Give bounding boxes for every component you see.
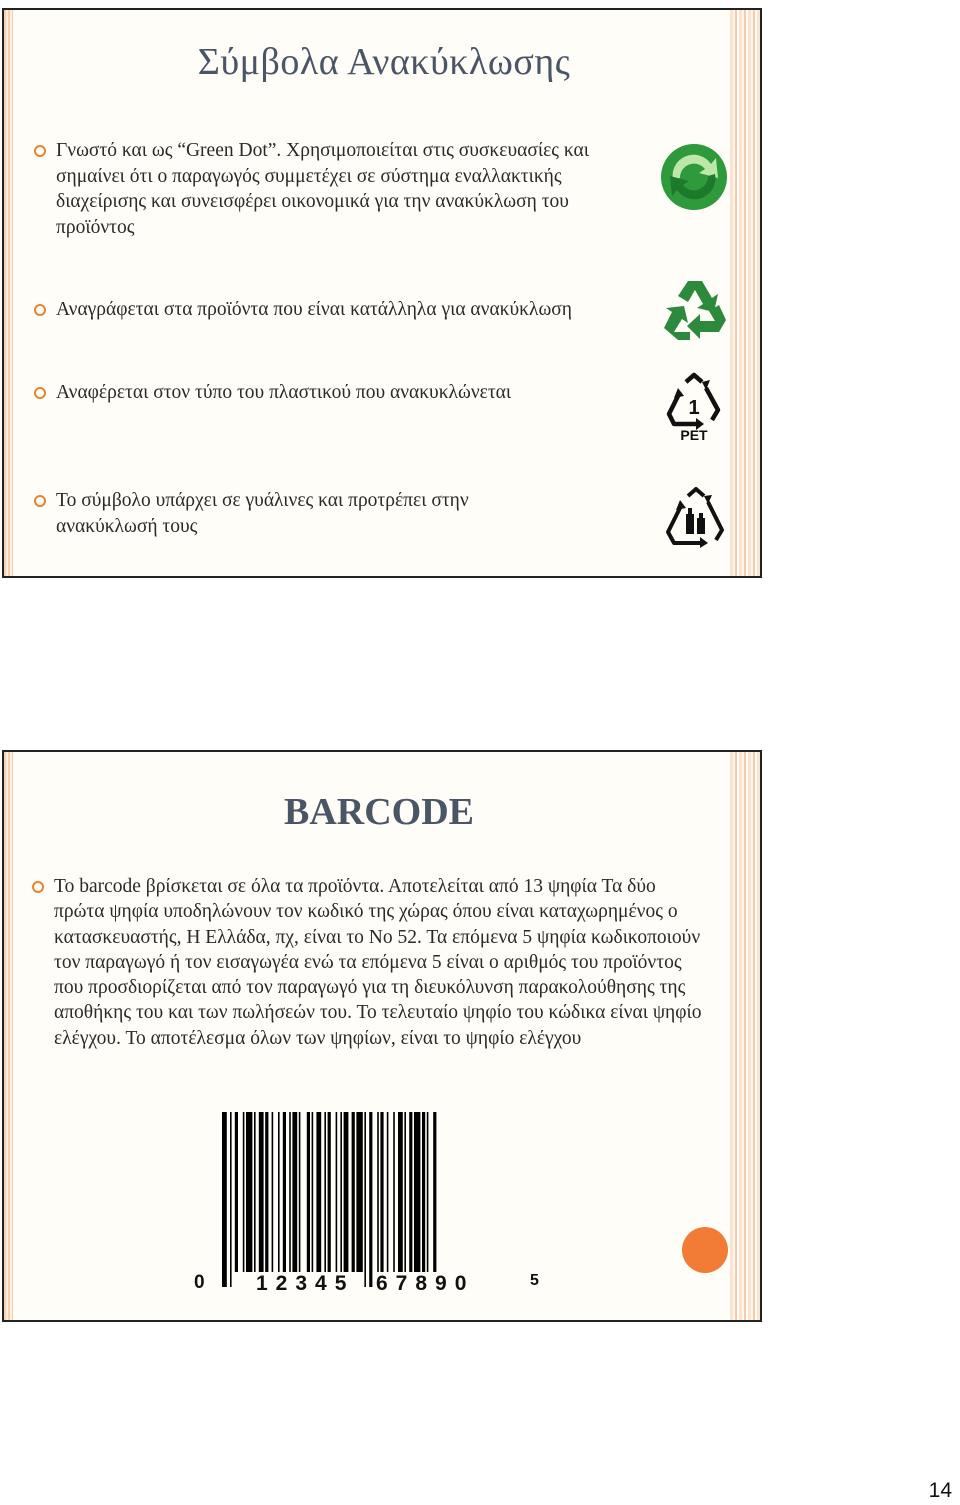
barcode-bar: [254, 1112, 256, 1272]
bullet-text: Αναγράφεται στα προϊόντα που είναι κατάλληλα για ανακύκλωση: [56, 299, 572, 320]
slide-title: BARCODE: [283, 791, 475, 833]
barcode-bar: [265, 1112, 268, 1272]
barcode-bar: [222, 1112, 227, 1287]
barcode-bar: [427, 1112, 429, 1272]
pet-recycle-icon: [664, 372, 724, 444]
barcode-bar: [243, 1112, 245, 1272]
barcode-bar: [283, 1112, 286, 1272]
barcode-bar: [344, 1112, 349, 1272]
barcode-bar: [336, 1112, 338, 1272]
green-dot-icon: [659, 142, 729, 212]
left-stripe-decoration: [4, 10, 13, 576]
bullet-text: Γνωστό και ως “Green Dot”. Χρησιμοποιείται στις συσκευασίες και σημαίνει ότι ο παραγωγός συμμετέχει σε σύστημα εναλλακτικής διαχείρισης και συνεισφέρει οικονομικά για την ανακύκλωση του προϊόντος: [56, 140, 589, 238]
page-number: 14: [928, 1479, 952, 1502]
barcode-bar: [316, 1112, 321, 1272]
barcode-bar: [324, 1112, 326, 1272]
bullet-green-dot: [56, 138, 646, 240]
right-stripe-decoration: [730, 752, 760, 1320]
bullet-marker-icon: [34, 145, 46, 157]
barcode-bar: [230, 1112, 232, 1287]
barcode-bar: [369, 1112, 372, 1287]
barcode-left-digit: 0: [194, 1272, 205, 1293]
pet-number: 1: [688, 397, 700, 419]
barcode-bar: [235, 1112, 238, 1272]
barcode-bar: [278, 1112, 280, 1272]
barcode-bar: [387, 1112, 389, 1272]
glass-recycle-icon: [664, 486, 730, 548]
recycle-arrows-icon: [660, 278, 730, 344]
barcode-right-digit: 5: [530, 1272, 539, 1289]
barcode-bar: [272, 1112, 274, 1272]
barcode-bar: [299, 1112, 301, 1272]
barcode-bar: [364, 1112, 366, 1287]
bullet-text: Αναφέρεται στον τύπο του πλαστικού που ανακυκλώνεται: [56, 382, 512, 403]
barcode-bar: [380, 1112, 383, 1272]
bullet-text: Το σύμβολο υπάρχει σε γυάλινες και προτρέπει στην ανακύκλωσή τους: [56, 490, 469, 537]
bullet-text: Το barcode βρίσκεται σε όλα τα προϊόντα. Αποτελείται από 13 ψηφία Τα δύο πρώτα ψηφία υποδηλώνουν τον κωδικό της χώρας όπου είναι καταχωρημένος ο κατασκευαστής, Η Ελλάδα, πχ, είναι το Νο 52. Τα επόμενα 5 ψηφία κωδικοποιούν τον παραγωγό ή τον εισαγωγέα ενώ τα επόμενα 5 είναι ο αριθμός του προϊόντος που προσδιορίζεται από τον παραγωγό για τη διευκόλυνση παρακολούθησης της αποθήκης του και των πωλήσεών του. Το τελευταίο ψηφίο του κώδικα είναι ψηφίο ελέγχου. Το αποτέλεσμα όλων των ψηφίων, είναι το ψηφίο ελέγχου: [54, 876, 702, 1049]
bullet-barcode-description: [54, 874, 704, 1051]
orange-circle-decoration: [682, 1227, 728, 1273]
barcode-bar: [340, 1112, 342, 1272]
bullet-marker-icon: [34, 495, 46, 507]
barcode-bar: [292, 1112, 297, 1272]
left-stripe-decoration: [4, 752, 13, 1320]
barcode-bar: [414, 1112, 420, 1272]
barcode-bar: [356, 1112, 362, 1272]
barcode-bars: [192, 1112, 552, 1290]
bullet-marker-icon: [34, 387, 46, 399]
bullet-recycle: [56, 297, 656, 323]
barcode-bar: [312, 1112, 314, 1272]
bullet-marker-icon: [32, 881, 44, 893]
barcode-bar: [259, 1112, 264, 1272]
right-stripe-decoration: [730, 10, 760, 576]
barcode-bar: [289, 1112, 291, 1272]
barcode-bar: [377, 1112, 379, 1272]
bullet-marker-icon: [34, 304, 46, 316]
barcode-bar: [393, 1112, 395, 1272]
slide-title: Σύμβολα Ανακύκλωσης: [197, 41, 571, 83]
barcode-group-2: 67890: [376, 1272, 475, 1295]
barcode-bar: [328, 1112, 331, 1272]
barcode-bar: [433, 1112, 436, 1272]
barcode-bar: [404, 1112, 406, 1272]
barcode-bar: [409, 1112, 412, 1272]
pet-label: PET: [680, 427, 708, 443]
barcode-bar: [307, 1112, 310, 1272]
barcode-bar: [352, 1112, 355, 1272]
slide-barcode: [2, 750, 762, 1322]
bullet-plastic-type: [56, 380, 656, 406]
barcode-bar: [398, 1112, 403, 1272]
barcode-bar: [422, 1112, 425, 1272]
bullet-glass: [56, 488, 536, 539]
barcode-image: [192, 1112, 552, 1297]
barcode-bar: [246, 1112, 252, 1272]
barcode-group-1: 12345: [256, 1272, 355, 1295]
slide-recycling-symbols: [2, 8, 762, 578]
